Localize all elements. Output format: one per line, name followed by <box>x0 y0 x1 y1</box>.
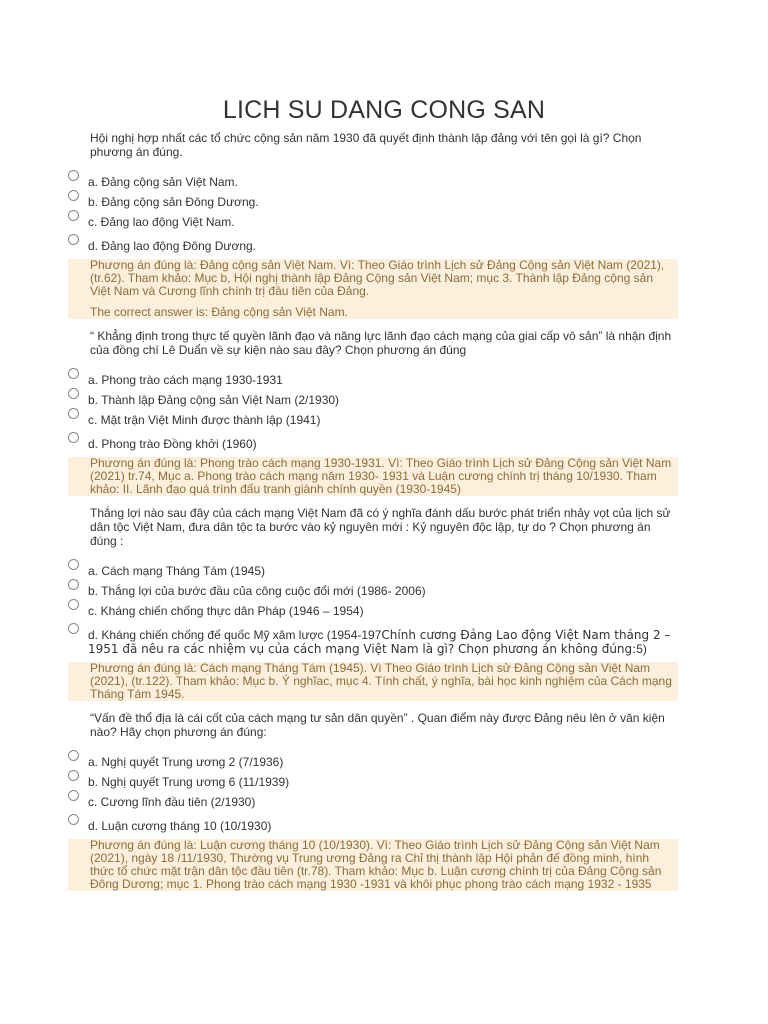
feedback-text: Phương án đúng là: Cách mạng Tháng Tám (1945). Vì Theo Giáo trình Lịch sử Đảng Cộng sản Việt Nam (2021), (tr.122). Tham khảo: Mục b. Ý nghĩac, mục 4. Tính chất, ý nghĩa, bài học kinh nghiệm của Cách mạng Tháng Tám 1945. <box>90 661 672 701</box>
radio-button[interactable] <box>68 388 79 399</box>
option-label: a. Cách mạng Tháng Tám (1945) <box>88 564 265 578</box>
radio-button[interactable] <box>68 623 79 634</box>
option-label: a. Đảng cộng sản Việt Nam. <box>88 175 238 189</box>
option-label: c. Cương lĩnh đầu tiên (2/1930) <box>88 795 256 809</box>
radio-button[interactable] <box>68 170 79 181</box>
option-a[interactable] <box>68 373 678 387</box>
feedback-box <box>68 259 678 319</box>
radio-button[interactable] <box>68 368 79 379</box>
feedback-box <box>68 457 678 496</box>
option-b[interactable] <box>68 584 678 598</box>
option-a[interactable] <box>68 564 678 578</box>
feedback-text: Phương án đúng là: Đảng cộng sản Việt Nam. Vì: Theo Giáo trình Lịch sử Đảng Cộng sản Việt Nam (2021), (tr.62). Tham khảo: Mục b, Hội nghị thành lập Đảng Cộng sản Việt Nam; mục 3. Thành lập Đảng cộng sản Việt Nam và Cương lĩnh chính trị đầu tiên của Đảng. <box>90 258 665 298</box>
option-a[interactable] <box>68 175 678 189</box>
option-c[interactable] <box>68 795 678 809</box>
option-label: a. Nghị quyết Trung ương 2 (7/1936) <box>88 755 284 769</box>
option-label: b. Đảng cộng sản Đông Dương. <box>88 195 259 209</box>
option-label: c. Kháng chiến chống thực dân Pháp (1946 – 1954) <box>88 604 364 618</box>
radio-button[interactable] <box>68 814 79 825</box>
option-c[interactable] <box>68 413 678 427</box>
correct-answer-text: The correct answer is: Đảng cộng sản Việt Nam. <box>90 305 348 319</box>
question-1 <box>90 131 678 159</box>
radio-button[interactable] <box>68 770 79 781</box>
option-label: b. Thắng lợi của bước đầu của công cuộc đổi mới (1986- 2006) <box>88 584 426 598</box>
option-d[interactable] <box>68 437 678 451</box>
option-label: a. Phong trào cách mạng 1930-1931 <box>88 373 283 387</box>
question-text: Thắng lợi nào sau đây của cách mạng Việt Nam đã có ý nghĩa đánh dấu bước phát triển nhảy vọt của lịch sử dân tộc Việt Nam, đưa dân tộc ta bước vào kỷ nguyên mới : Kỷ nguyên độc lập, tự do ? Chọn phương án đúng : <box>90 506 671 548</box>
radio-button[interactable] <box>68 210 79 221</box>
feedback-text: Phương án đúng là: Luận cương tháng 10 (10/1930). Vì: Theo Giáo trình Lịch sử Đảng Cộng sản Việt Nam (2021), ngày 18 /11/1930, Thường vụ Trung ương Đảng ra Chỉ thị thành lập Hội phản đế đồng minh, hình thức tổ chức mặt trận dân tộc đầu tiên (tr.78). Tham khảo: Mục b. Luận cương chính trị của Đảng Cộng sản Đông Dương; mục 1. Phong trào cách mạng 1930 -1931 và khôi phục phong trào cách mạng 1932 - 1935 <box>90 838 662 891</box>
option-d[interactable] <box>68 819 678 833</box>
question-4 <box>90 711 678 739</box>
option-label: d. Luận cương tháng 10 (10/1930) <box>88 819 272 833</box>
radio-button[interactable] <box>68 579 79 590</box>
option-d[interactable] <box>68 239 678 253</box>
option-label: b. Thành lập Đảng cộng sản Việt Nam (2/1930) <box>88 393 340 407</box>
option-c[interactable] <box>68 604 678 618</box>
option-b[interactable] <box>68 393 678 407</box>
question-3 <box>90 506 678 548</box>
radio-button[interactable] <box>68 234 79 245</box>
feedback-text: Phương án đúng là: Phong trào cách mạng 1930-1931. Vì: Theo Giáo trình Lịch sử Đảng Cộng sản Việt Nam (2021) tr.74, Mục a. Phong trào cách mạng năm 1930- 1931 và Luận cương chính trị tháng 10/1930. Tham khảo: II. Lãnh đạo quá trình đấu tranh giành chính quyền (1930-1945) <box>90 456 672 496</box>
overlapping-question-text: Chính cương Đảng Lao động Việt Nam tháng 2 – 1951 đã nêu ra các nhiệm vụ của cách mạng Việt Nam là gì? Chọn phương án không đúng: <box>88 628 671 656</box>
question-2 <box>90 329 678 357</box>
feedback-box <box>68 662 678 701</box>
radio-button[interactable] <box>68 750 79 761</box>
radio-button[interactable] <box>68 559 79 570</box>
option-c[interactable] <box>68 215 678 229</box>
option-a[interactable] <box>68 755 678 769</box>
option-label: c. Mặt trận Việt Minh được thành lập (1941) <box>88 413 321 427</box>
option-d[interactable] <box>68 628 678 656</box>
radio-button[interactable] <box>68 408 79 419</box>
option-label-end: 5) <box>636 642 647 656</box>
question-text: Hội nghị hợp nhất các tổ chức cộng sản năm 1930 đã quyết định thành lập đảng với tên gọi là gì? Chọn phương án đúng. <box>90 131 642 159</box>
page-title: LICH SU DANG CONG SAN <box>222 96 546 124</box>
question-text: “Vấn đề thổ địa là cái cốt của cách mạng tư sản dân quyền” . Quan điểm này được Đảng nêu lên ở văn kiện nào? Hãy chọn phương án đúng: <box>90 711 665 739</box>
option-label: d. Phong trào Đồng khởi (1960) <box>88 437 257 451</box>
radio-button[interactable] <box>68 599 79 610</box>
radio-button[interactable] <box>68 190 79 201</box>
option-label: d. Đảng lao động Đông Dương. <box>88 239 257 253</box>
option-b[interactable] <box>68 775 678 789</box>
option-label: d. Kháng chiến chống đế quốc Mỹ xâm lược (1954-197 <box>88 628 382 642</box>
radio-button[interactable] <box>68 790 79 801</box>
radio-button[interactable] <box>68 432 79 443</box>
option-label: b. Nghị quyết Trung ương 6 (11/1939) <box>88 775 290 789</box>
question-text: “ Khẳng định trong thực tế quyền lãnh đạo và năng lực lãnh đạo cách mạng của giai cấp vô sản” là nhận định của đồng chí Lê Duẩn về sự kiện nào sau đây? Chọn phương án đúng <box>90 329 672 357</box>
feedback-box <box>68 839 678 891</box>
quiz-content <box>68 131 678 891</box>
option-b[interactable] <box>68 195 678 209</box>
option-label: c. Đảng lao động Việt Nam. <box>88 215 235 229</box>
